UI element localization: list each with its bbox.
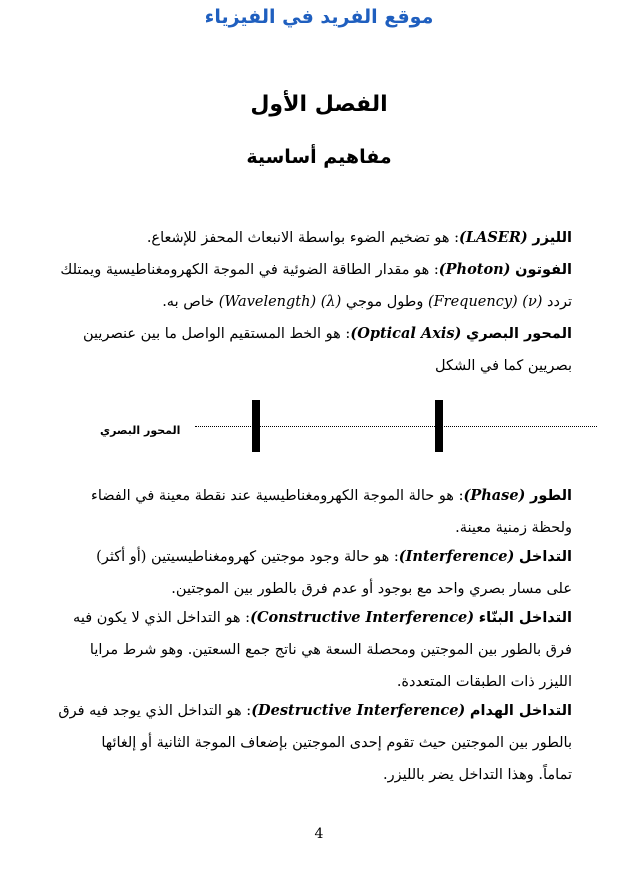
photon-frequency-en: (Frequency) (ν) <box>427 294 543 310</box>
photon-definition <box>62 254 572 318</box>
laser-term: الليزر <box>532 230 572 246</box>
chapter-title: الفصل الأول <box>250 92 388 117</box>
optical-axis-line2: بصريين كما في الشكل <box>435 358 572 374</box>
laser-en: (LASER) <box>459 229 528 246</box>
photon-en: (Photon) <box>438 261 511 278</box>
interference-line1: : هو حالة وجود موجتين كهرومغناطيسيتين (أو أكثر) <box>96 549 399 565</box>
site-title: موقع الفريد في الفيزياء <box>204 6 434 28</box>
optical-axis-label: المحور البصري <box>100 424 181 437</box>
interference-line2: على مسار بصري واحد مع بوجود أو عدم فرق بالطور بين الموجتين. <box>171 581 572 597</box>
photon-line1: : هو مقدار الطاقة الضوئية في الموجة الكهرومغناطيسية ويمتلك <box>60 262 439 278</box>
photon-line2-c: خاص به. <box>162 294 215 310</box>
constructive-term: التداخل البنّاء <box>478 610 572 626</box>
constructive-line3: الليزر ذات الطبقات المتعددة. <box>396 674 572 690</box>
laser-definition <box>62 222 572 254</box>
interference-definition <box>62 541 572 605</box>
phase-line1: : هو حالة الموجة الكهرومغناطيسية عند نقطة معينة في الفضاء <box>91 488 464 504</box>
laser-text: : هو تضخيم الضوء بواسطة الانبعاث المحفز للإشعاع. <box>146 230 460 246</box>
section-subtitle: مفاهيم أساسية <box>246 146 392 168</box>
phase-en: (Phase) <box>463 487 526 504</box>
phase-line2: ولحظة زمنية معينة. <box>455 520 572 536</box>
destructive-line2: بالطور بين الموجتين حيث تقوم إحدى الموجتين بإضعاف الموجة الثانية أو إلغائها <box>101 735 572 751</box>
photon-term: الفوتون <box>515 262 572 278</box>
constructive-en: (Constructive Interference) <box>250 609 475 626</box>
interference-en: (Interference) <box>398 548 515 565</box>
optical-element-left <box>252 400 260 452</box>
destructive-term: التداخل الهدام <box>469 703 572 719</box>
photon-line2-b: وطول موجي <box>345 294 424 310</box>
optical-axis-term: المحور البصري <box>465 326 572 342</box>
photon-wavelength-en: (Wavelength) (λ) <box>218 294 342 310</box>
optical-axis-en: (Optical Axis) <box>350 325 462 342</box>
phase-term: الطور <box>530 488 572 504</box>
page-number: 4 <box>314 826 324 842</box>
phase-definition <box>62 480 572 544</box>
destructive-line3: تماماً. وهذا التداخل يضر بالليزر. <box>382 767 572 783</box>
destructive-definition <box>58 695 572 791</box>
photon-line2-a: تردد <box>547 294 572 310</box>
constructive-line2: فرق بالطور بين الموجتين ومحصلة السعة هي ناتج جمع السعتين. وهو شرط مرايا <box>89 642 572 658</box>
optical-element-right <box>435 400 443 452</box>
constructive-definition <box>62 602 572 698</box>
interference-term: التداخل <box>518 549 572 565</box>
destructive-en: (Destructive Interference) <box>251 702 466 719</box>
optical-axis-definition <box>62 318 572 382</box>
destructive-line1: : هو التداخل الذي يوجد فيه فرق <box>58 703 252 719</box>
optical-axis-line1: : هو الخط المستقيم الواصل ما بين عنصريين <box>83 326 351 342</box>
constructive-line1: : هو التداخل الذي لا يكون فيه <box>73 610 251 626</box>
